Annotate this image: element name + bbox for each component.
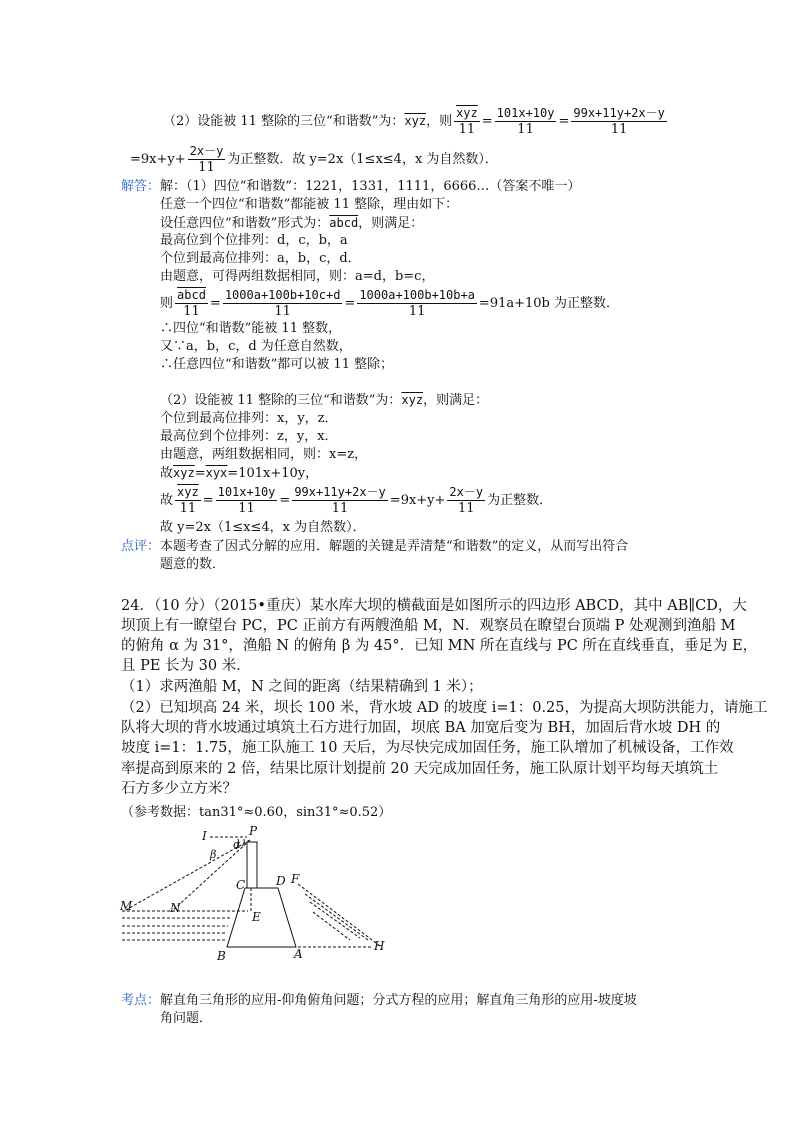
label-a: A xyxy=(294,947,303,961)
answer-line: ∴四位“和谐数”能被 11 整数， xyxy=(160,321,342,336)
answer-line: 故$\overline{xyz}=\overline{xyx}=101x+10y$， xyxy=(160,466,319,481)
answer-line: 由题意，可得两组数据相同，则：a=d，b=c， xyxy=(160,269,435,284)
q24-line: 24．（10 分）（2015•重庆）某水库大坝的横截面是如图所示的四边形 ABCD，其中 AB∥CD，大 xyxy=(121,598,747,614)
fraction: $\frac{1000a+100b+10b+a}{11}$ xyxy=(359,288,475,319)
answer-line: 又∵a，b，c，d 为任意自然数， xyxy=(160,339,352,354)
answer-line: 解：（1）四位“和谐数”：1221，1331，1111，6666…（答案不唯一） xyxy=(160,179,581,194)
fraction: $\frac{1000a+100b+10c+d}{11}$ xyxy=(224,288,341,319)
answer-line: 设任意四位“和谐数”形式为：abcd，则满足： xyxy=(160,216,424,231)
part2-line1: （2）设能被 11 整除的三位“和谐数”为：$\overline{xyz}$，则 $\frac{\overline{xyz}}{11}$ = $\frac{101x+10y}{11}$ = $\frac{99x+11y+2x-y}{11}$ xyxy=(163,106,665,137)
label-d: D xyxy=(276,874,286,888)
label-alpha: α xyxy=(233,838,241,851)
fraction: $\frac{2x-y}{11}$ xyxy=(189,144,224,175)
fraction: $\frac{99x+11y+2x-y}{11}$ xyxy=(573,106,665,137)
label-e: E xyxy=(252,910,261,924)
q24-line: 石方多少立方米？ xyxy=(121,781,237,797)
label-m: M xyxy=(120,899,133,913)
label-h: H xyxy=(374,939,385,953)
comment-line: 本题考查了因式分解的应用．解题的关键是弄清楚“和谐数”的定义，从而写出符合 xyxy=(160,539,629,554)
fraction: $\frac{\overline{xyz}}{11}$ xyxy=(456,106,478,137)
answer-line: 最高位到个位排列：d，c，b，a xyxy=(160,233,348,248)
q24-line: 坝顶上有一瞭望台 PC，PC 正前方有两艘渔船 M，N．观察员在瞭望台顶端 P 处观测到渔船 M xyxy=(121,618,736,634)
kaodian-line: 角问题． xyxy=(160,1011,213,1026)
label-beta: β xyxy=(210,848,217,861)
fraction: $\frac{\overline{xyz}}{11}$ xyxy=(177,485,199,516)
water-lines xyxy=(122,837,380,947)
q24-line: 队将大坝的背水坡通过填筑土石方进行加固，坝底 BA 加宽后变为 BH，加固后背水坡 DH 的 xyxy=(121,720,721,736)
q24-line: 率提高到原来的 2 倍，结果比原计划提前 20 天完成加固任务，施工队原计划平均每天填筑土 xyxy=(121,761,719,777)
answer-line: 任意一个四位“和谐数”都能被 11 整除，理由如下： xyxy=(160,197,459,212)
label-i: I xyxy=(202,829,207,843)
kaodian-label: 考点： xyxy=(121,993,161,1008)
dam-figure xyxy=(110,822,400,972)
fraction: $\frac{101x+10y}{11}$ xyxy=(217,485,276,516)
q24-line: 坡度 i=1：1.75，施工队施工 10 天后，为尽快完成加固任务，施工队增加了机械设备，工作效 xyxy=(121,740,734,756)
q24-line: （1）求两渔船 M，N 之间的距离（结果精确到 1 米）； xyxy=(121,679,483,695)
q24-line: 且 PE 长为 30 米． xyxy=(121,658,251,674)
answer-line: （2）设能被 11 整除的三位“和谐数”为：$\overline{xyz}$，则满足： xyxy=(160,393,489,408)
label-f: F xyxy=(291,872,300,886)
xyz-overline: $\overline{xyz}$ xyxy=(404,114,427,128)
dam-abcd xyxy=(227,888,296,947)
answer-line: 故 $\frac{\overline{xyz}}{11}$ = $\frac{101x+10y}{11}$ = $\frac{99x+11y+2x-y}{11}$ =9x+y+ $\frac{2x-y}{11}$ 为正整数． xyxy=(160,485,553,516)
label-p: P xyxy=(249,824,258,838)
answer-line: ∴任意四位“和谐数”都可以被 11 整除； xyxy=(160,357,394,372)
comment-label: 点评： xyxy=(121,539,161,554)
q24-line: （2）已知坝高 24 米，坝长 100 米，背水坡 AD 的坡度 i=1：0.25，为提高大坝防洪能力，请施工 xyxy=(121,700,768,716)
part2-line2: =9x+y+ $\frac{2x-y}{11}$ 为正整数．故 y=2x（1≤x≤4，x 为自然数）． xyxy=(130,144,498,175)
comment-line: 题意的数． xyxy=(160,557,226,572)
answer-line: 个位到最高位排列：a，b，c，d． xyxy=(160,251,361,266)
fraction: $\frac{\text{abcd}}{11}$ xyxy=(177,288,206,319)
answer-line: 故 y=2x（1≤x≤4，x 为自然数）． xyxy=(160,520,366,535)
label-b: B xyxy=(217,949,226,963)
q24-line: 的俯角 α 为 31°，渔船 N 的俯角 β 为 45°．已知 MN 所在直线与 PC 所在直线垂直，垂足为 E， xyxy=(121,638,758,654)
fraction: $\frac{101x+10y}{11}$ xyxy=(496,106,555,137)
fraction: $\frac{99x+11y+2x-y}{11}$ xyxy=(294,485,386,516)
label-n: N xyxy=(170,901,181,915)
kaodian-line: 解直角三角形的应用-仰角俯角问题；分式方程的应用；解直角三角形的应用-坡度坡 xyxy=(160,993,637,1008)
answer-line: 最高位到个位排列：z，y，x． xyxy=(160,429,338,444)
answer-line: 则 $\frac{\text{abcd}}{11}$ = $\frac{1000a+100b+10c+d}{11}$ = $\frac{1000a+100b+10b+a}{11}$ =91a+10b 为正整数． xyxy=(160,288,619,319)
answer-line: 由题意，两组数据相同，则：x=z， xyxy=(160,447,368,462)
tower-pc xyxy=(247,842,257,888)
q24-reference: （参考数据：tan31°≈0.60，sin31°≈0.52） xyxy=(121,805,392,820)
answer-label: 解答： xyxy=(121,179,161,194)
fraction: $\frac{2x-y}{11}$ xyxy=(449,485,484,516)
answer-line: 个位到最高位排列：x，y，z． xyxy=(160,411,338,426)
label-c: C xyxy=(236,878,246,892)
